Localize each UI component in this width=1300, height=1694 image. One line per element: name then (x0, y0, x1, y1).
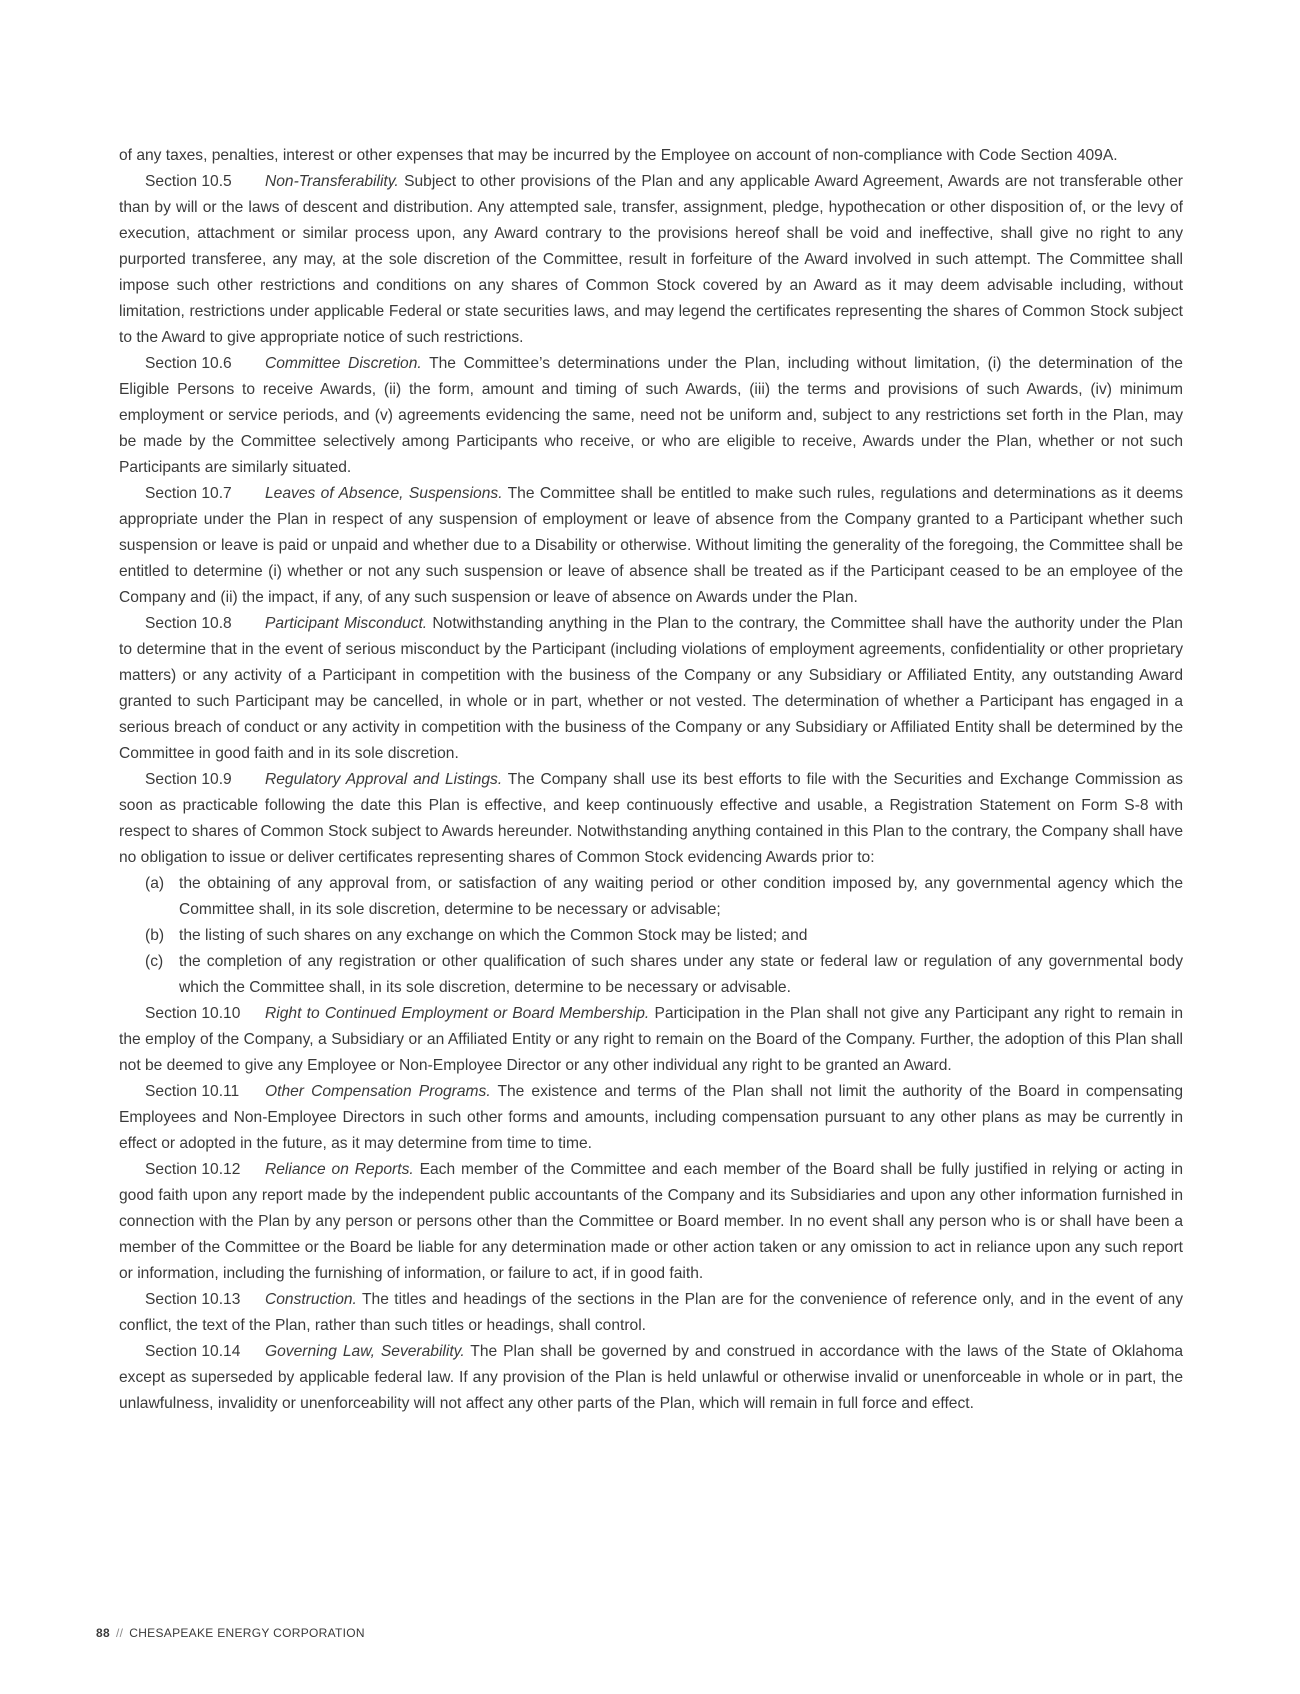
section-number: Section 10.11 (145, 1083, 240, 1100)
list-item (119, 871, 1183, 923)
section-number: Section 10.10 (145, 1005, 241, 1022)
section-10-10 (119, 1001, 1183, 1079)
section-number: Section 10.9 (145, 771, 232, 788)
section-10-8 (119, 611, 1183, 767)
page-number: 88 (96, 1626, 110, 1640)
section-text: The titles and headings of the sections in the Plan are for the convenience of reference only, and in the event of any conflict, the text of the Plan, rather than such titles or headings, shall control. (119, 1291, 1183, 1334)
section-number: Section 10.13 (145, 1291, 241, 1308)
section-text: The Company shall use its best efforts to file with the Securities and Exchange Commission as soon as practicable following the date this Plan is effective, and keep continuously effective and usable, a Registration Statement on Form S-8 with respect to shares of Common Stock subject to Awards hereunder. Notwithstanding anything contained in this Plan to the contrary, the Company shall have no obligation to issue or deliver certificates representing shares of Common Stock evidencing Awards prior to: (119, 771, 1183, 866)
page-footer (96, 1626, 365, 1640)
section-text: The Plan shall be governed by and construed in accordance with the laws of the State of Oklahoma except as superseded by applicable federal law. If any provision of the Plan is held unlawful or otherwise invalid or unenforceable in whole or in part, the unlawfulness, invalidity or unenforceability will not affect any other parts of the Plan, which will remain in full force and effect. (119, 1343, 1184, 1412)
list-item-text: the obtaining of any approval from, or satisfaction of any waiting period or other condition imposed by, any governmental agency which the Committee shall, in its sole discretion, determine to be necessary or advisable; (179, 875, 1183, 918)
section-number: Section 10.14 (145, 1343, 241, 1360)
section-number: Section 10.12 (145, 1161, 241, 1178)
list-item (119, 923, 1183, 949)
section-text: The Committee’s determinations under the Plan, including without limitation, (i) the determination of the Eligible Persons to receive Awards, (ii) the form, amount and timing of such Awards, (iii) the terms and provisions of such Awards, (iv) minimum employment or service periods, and (v) agreements evidencing the same, need not be uniform and, subject to any restrictions set forth in the Plan, may be made by the Committee selectively among Participants who receive, or who are eligible to receive, Awards under the Plan, whether or not such Participants are similarly situated. (119, 355, 1183, 476)
section-10-13 (119, 1287, 1183, 1339)
section-text: Each member of the Committee and each member of the Board shall be fully justified in relying or acting in good faith upon any report made by the independent public accountants of the Company and its Subsidiaries and upon any other information furnished in connection with the Plan by any person or persons other than the Committee or Board member. In no event shall any person who is or shall have been a member of the Committee or the Board be liable for any determination made or other action taken or any omission to act in reliance upon any such report or information, including the furnishing of information, or failure to act, if in good faith. (119, 1161, 1183, 1282)
list-item-text: the completion of any registration or other qualification of such shares under any state or federal law or regulation of any governmental body which the Committee shall, in its sole discretion, determine to be necessary or advisable. (179, 953, 1183, 996)
section-text: Participation in the Plan shall not give any Participant any right to remain in the employ of the Company, a Subsidiary or an Affiliated Entity or any right to remain on the Board of the Company. Further, the adoption of this Plan shall not be deemed to give any Employee or Non-Employee Director or any other individual any right to be granted an Award. (119, 1005, 1183, 1074)
section-title: Committee Discretion. (265, 355, 422, 372)
section-text: Notwithstanding anything in the Plan to the contrary, the Committee shall have the authority under the Plan to determine that in the event of serious misconduct by the Participant (including violations of employment agreements, confidentiality or other proprietary matters) or any activity of a Participant in competition with the business of the Company or any Subsidiary or Affiliated Entity, any outstanding Award granted to such Participant may be cancelled, in whole or in part, whether or not vested. The determination of whether a Participant has engaged in a serious breach of conduct or any activity in competition with the business of the Company or any Subsidiary or Affiliated Entity shall be determined by the Committee in good faith and in its sole discretion. (119, 615, 1183, 762)
section-title: Regulatory Approval and Listings. (265, 771, 503, 788)
list-item-label: (c) (145, 953, 164, 970)
footer-separator: // (115, 1626, 124, 1640)
intro-paragraph: of any taxes, penalties, interest or other expenses that may be incurred by the Employee on account of non-compliance with Code Section 409A. (119, 147, 1118, 164)
section-number: Section 10.5 (145, 173, 232, 190)
section-title: Non-Transferability. (265, 173, 399, 190)
section-text: The existence and terms of the Plan shall not limit the authority of the Board in compensating Employees and Non-Employee Directors in such other forms and amounts, including compensation pursuant to any other plans as may be currently in effect or adopted in the future, as it may determine from time to time. (119, 1083, 1183, 1152)
section-10-12 (119, 1157, 1183, 1287)
section-10-6 (119, 351, 1183, 481)
section-number: Section 10.8 (145, 615, 232, 632)
section-title: Other Compensation Programs. (265, 1083, 491, 1100)
section-title: Reliance on Reports. (265, 1161, 414, 1178)
section-title: Construction. (265, 1291, 357, 1308)
section-number: Section 10.7 (145, 485, 232, 502)
list-item-label: (b) (145, 927, 165, 944)
section-title: Participant Misconduct. (265, 615, 428, 632)
section-text: Subject to other provisions of the Plan and any applicable Award Agreement, Awards are not transferable other than by will or the laws of descent and distribution. Any attempted sale, transfer, assignment, pledge, hypothecation or other disposition of, or the levy of execution, attachment or similar process upon, any Award contrary to the provisions hereof shall be void and ineffective, shall give no right to any purported transferee, any may, at the sole discretion of the Committee, result in forfeiture of the Award involved in such attempt. The Committee shall impose such other restrictions and conditions on any shares of Common Stock covered by an Award as it may deem advisable including, without limitation, restrictions under applicable Federal or state securities laws, and may legend the certificates representing the shares of Common Stock subject to the Award to give appropriate notice of such restrictions. (119, 173, 1183, 346)
section-10-9 (119, 767, 1183, 871)
list-item (119, 949, 1183, 1001)
list-item-label: (a) (145, 875, 165, 892)
section-text: The Committee shall be entitled to make such rules, regulations and determinations as it deems appropriate under the Plan in respect of any suspension of employment or leave of absence from the Company granted to a Participant whether such suspension or leave is paid or unpaid and whether due to a Disability or otherwise. Without limiting the generality of the foregoing, the Committee shall be entitled to determine (i) whether or not any such suspension or leave of absence shall be treated as if the Participant ceased to be an employee of the Company and (ii) the impact, if any, of any such suspension or leave of absence on Awards under the Plan. (119, 485, 1183, 606)
section-10-7 (119, 481, 1183, 611)
document-body (119, 143, 1183, 1417)
section-10-5 (119, 169, 1183, 351)
section-10-14 (119, 1339, 1183, 1417)
section-title: Governing Law, Severability. (265, 1343, 465, 1360)
section-title: Right to Continued Employment or Board Membership. (265, 1005, 650, 1022)
section-number: Section 10.6 (145, 355, 232, 372)
section-title: Leaves of Absence, Suspensions. (265, 485, 503, 502)
list-item-text: the listing of such shares on any exchange on which the Common Stock may be listed; and (179, 927, 808, 944)
footer-company: CHESAPEAKE ENERGY CORPORATION (129, 1626, 365, 1640)
section-10-11 (119, 1079, 1183, 1157)
